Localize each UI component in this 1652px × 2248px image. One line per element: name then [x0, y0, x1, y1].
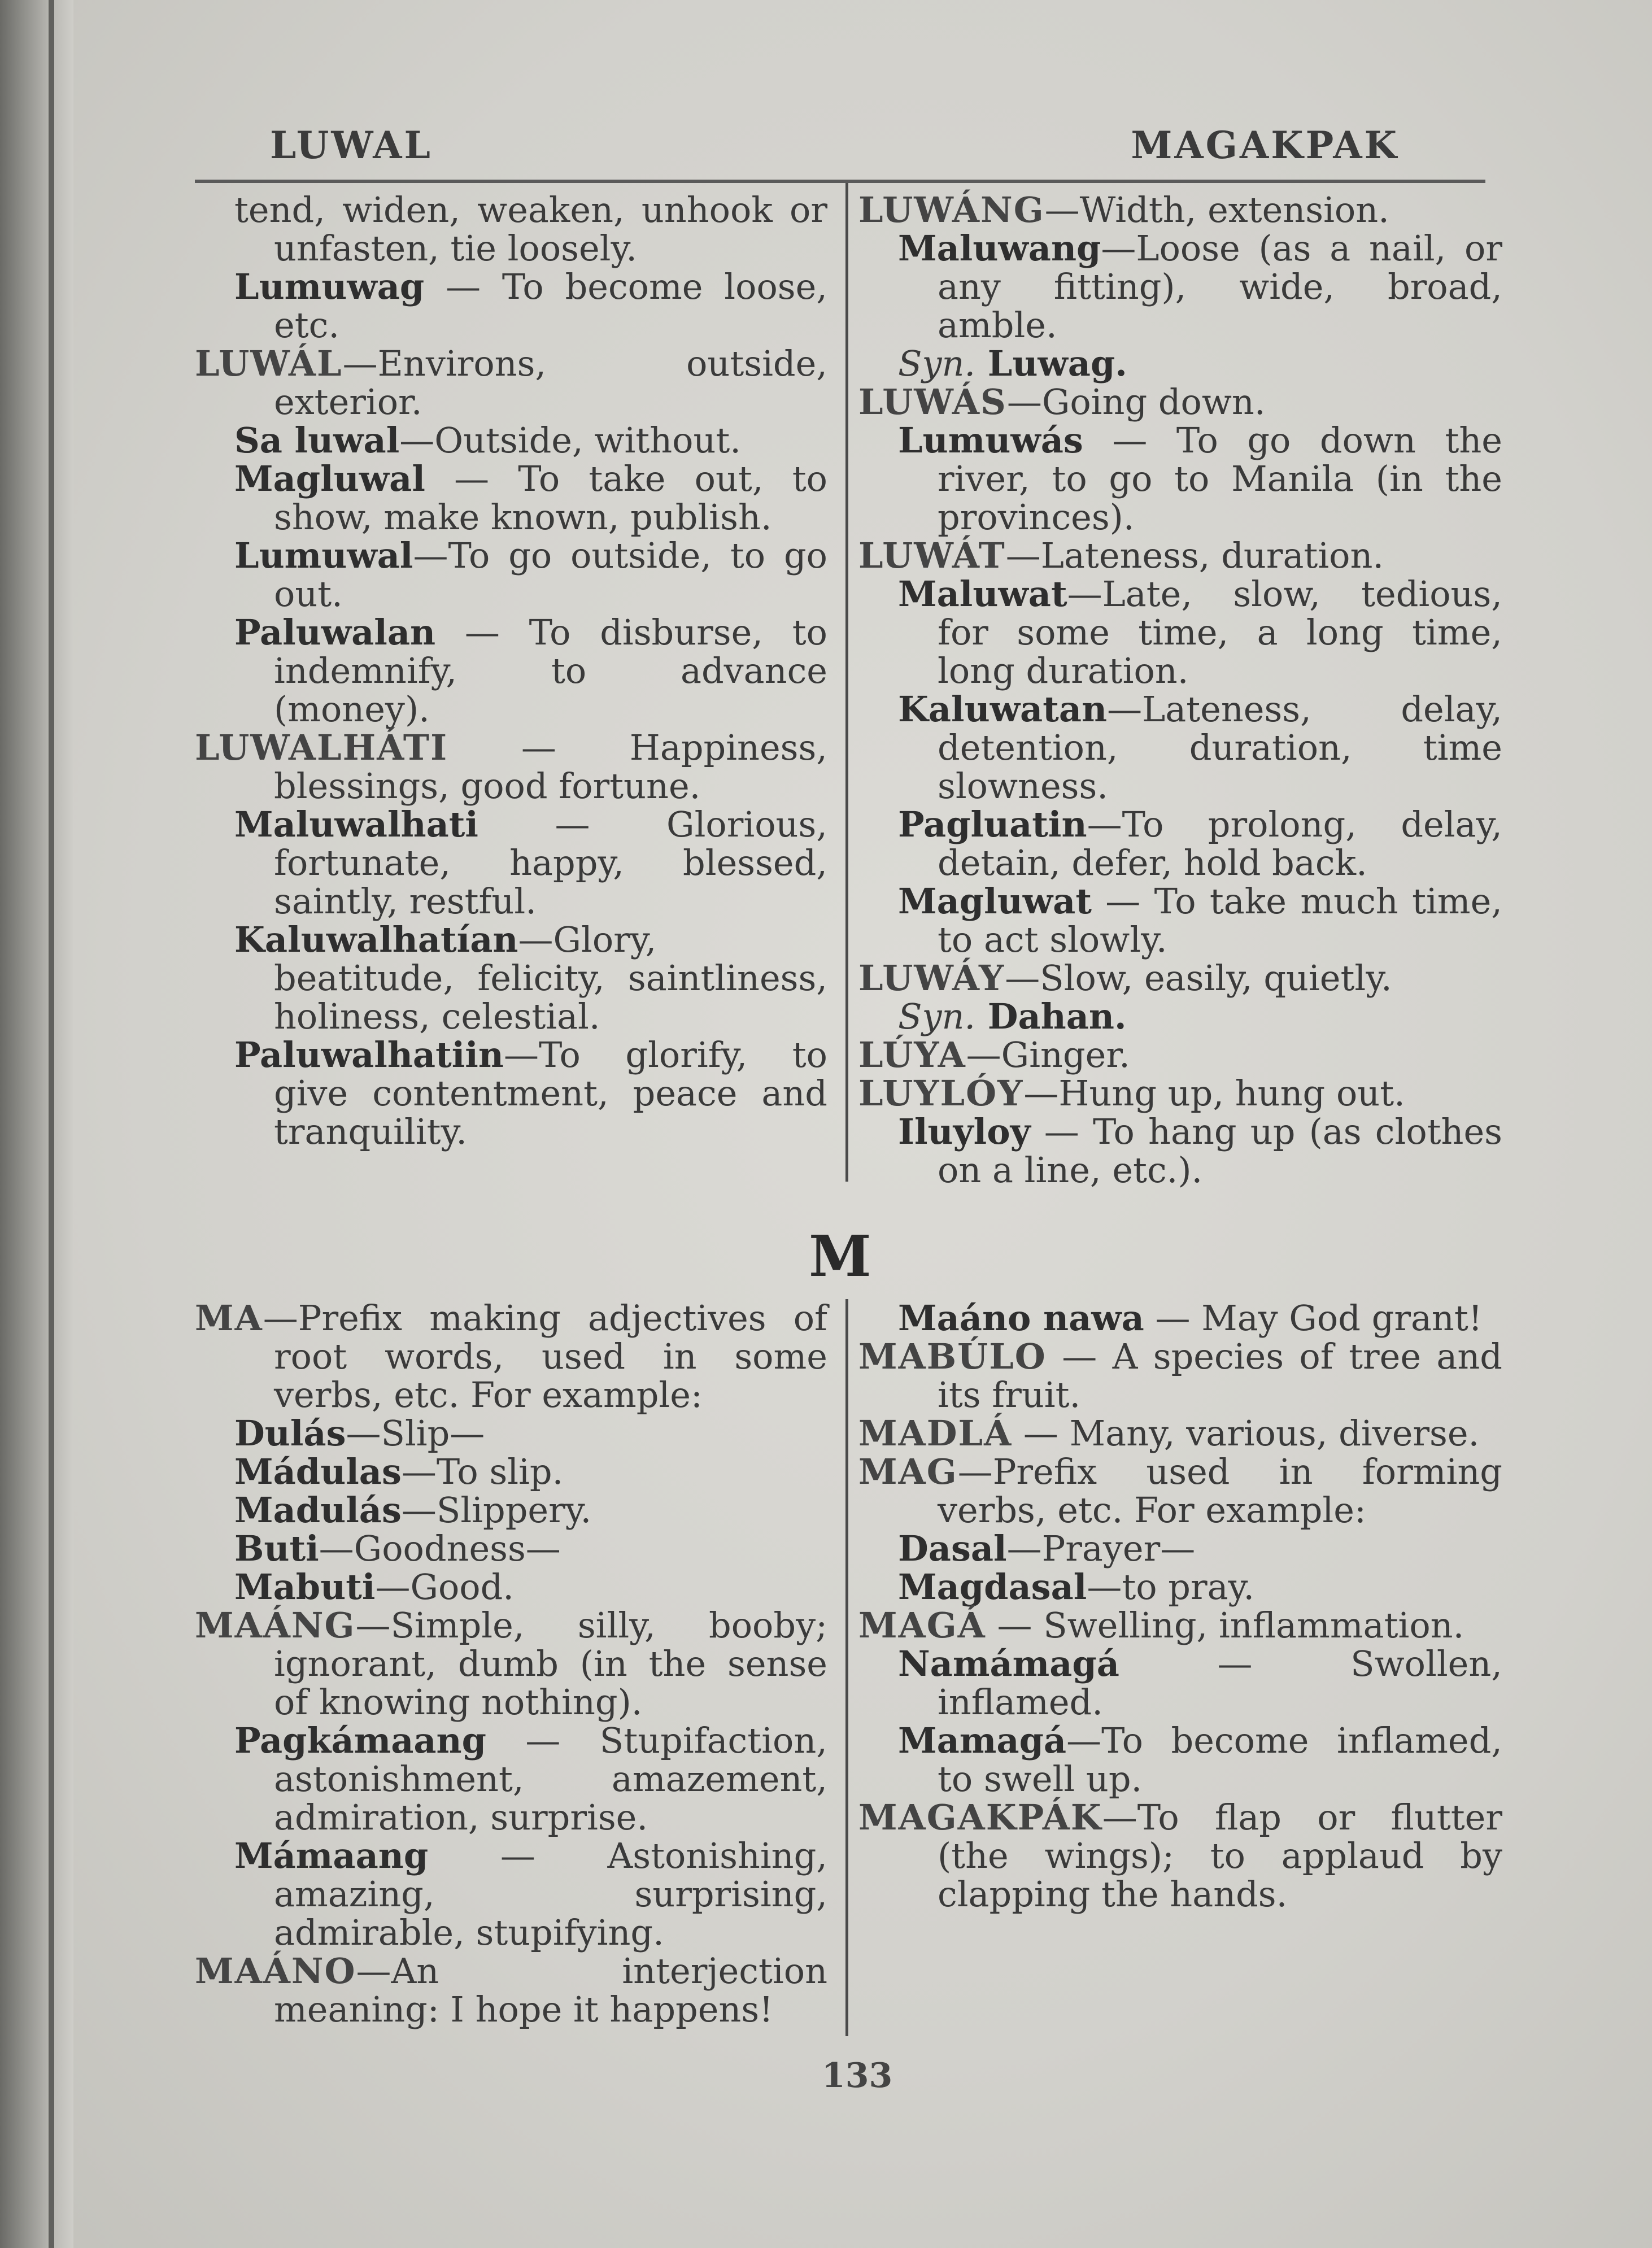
definition-text: —To prolong, delay, detain, defer, hold back. — [938, 804, 1502, 883]
dictionary-entry — [858, 1299, 1502, 1338]
subentry-word: Magdasal — [898, 1566, 1087, 1607]
definition-text: —Environs, outside, exterior. — [274, 343, 827, 422]
definition-text: —to pray. — [1087, 1566, 1255, 1607]
dictionary-entry — [195, 921, 827, 1036]
dictionary-entry — [858, 345, 1502, 383]
subentry-word: Buti — [234, 1528, 319, 1569]
book-binding-line — [49, 0, 54, 2248]
dictionary-entry — [195, 1952, 827, 2029]
subentry-word: Magluwal — [234, 458, 425, 499]
dictionary-entry — [858, 191, 1502, 229]
dictionary-entry — [858, 421, 1502, 537]
definition-text: —Lateness, delay, detention, duration, time slowness. — [938, 689, 1502, 807]
header-rule — [195, 180, 1485, 183]
definition-text: —Prayer— — [1006, 1528, 1196, 1569]
column-divider-top — [845, 183, 848, 1182]
subentry-word: Lumuwás — [898, 420, 1083, 461]
definition-text: tend, widen, weaken, unhook or unfasten, tie loosely. — [234, 189, 827, 269]
headword: LUYLÓY — [858, 1073, 1024, 1114]
subentry-word: Luwag. — [975, 343, 1127, 384]
dictionary-entry — [195, 1606, 827, 1722]
headword: LUWALHÁTI — [195, 727, 448, 768]
definition-text: — To take much time, to act slowly. — [938, 881, 1502, 960]
dictionary-entry — [195, 1568, 827, 1606]
definition-text: — Happiness, blessings, good fortune. — [274, 727, 827, 807]
section-letter: M — [809, 1223, 871, 1289]
dictionary-entry — [195, 537, 827, 613]
subentry-word: Maluwang — [898, 228, 1101, 269]
subentry-word: Maluwat — [898, 573, 1067, 615]
headword: LUWÁNG — [858, 189, 1045, 230]
dictionary-entry — [195, 729, 827, 805]
dictionary-entry — [858, 1568, 1502, 1606]
dictionary-entry — [858, 1414, 1502, 1453]
subentry-word: Magluwat — [898, 881, 1092, 922]
headword: MAG — [858, 1451, 958, 1492]
subentry-word: Mámaang — [234, 1835, 429, 1876]
dictionary-entry — [858, 383, 1502, 421]
entries-column-4 — [858, 1299, 1502, 1914]
subentry-word: Madulás — [234, 1489, 402, 1531]
definition-text: — To take out, to show, make known, publish. — [274, 458, 827, 538]
definition-text: — Stupifaction, astonishment, amazement, admiration, surprise. — [274, 1720, 827, 1838]
subentry-word: Kaluwatan — [898, 689, 1108, 730]
dictionary-entry — [195, 460, 827, 537]
dictionary-entry — [195, 1299, 827, 1414]
subentry-word: Lumuwag — [234, 266, 425, 307]
dictionary-entry — [195, 1530, 827, 1568]
subentry-word: Kaluwalhatían — [234, 919, 518, 960]
dictionary-entry — [858, 229, 1502, 345]
definition-text: —Prefix used in forming verbs, etc. For example: — [938, 1451, 1502, 1531]
dictionary-entry — [858, 1798, 1502, 1914]
definition-text: —Outside, without. — [399, 420, 742, 461]
headword: LUWÁY — [858, 957, 1005, 999]
definition-text: — Swelling, inflammation. — [986, 1605, 1464, 1646]
definition-text: — Glorious, fortunate, happy, blessed, saintly, restful. — [274, 804, 827, 922]
dictionary-entry — [858, 997, 1502, 1036]
running-head-right: MAGAKPAK — [1131, 123, 1399, 167]
subentry-word: Mabuti — [234, 1566, 376, 1607]
definition-text: —Loose (as a nail, or any fitting), wide, broad, amble. — [938, 228, 1502, 346]
definition-text: —Width, extension. — [1044, 189, 1389, 230]
entries-column-2 — [858, 191, 1502, 1190]
subentry-word: Dahan. — [975, 996, 1127, 1037]
subentry-word: Maluwalhati — [234, 804, 478, 845]
dictionary-entry — [858, 1722, 1502, 1798]
definition-text: —Good. — [375, 1566, 515, 1607]
dictionary-entry — [858, 1530, 1502, 1568]
subentry-word: Paluwalhatiin — [234, 1034, 504, 1075]
definition-text: — To become loose, etc. — [274, 266, 827, 346]
dictionary-entry — [858, 805, 1502, 882]
subentry-word: Pagluatin — [898, 804, 1087, 845]
entries-column-1 — [195, 191, 827, 1151]
dictionary-entry — [858, 1338, 1502, 1414]
definition-text: —Going down. — [1006, 381, 1266, 422]
subentry-word: Dasal — [898, 1528, 1007, 1569]
dictionary-entry — [195, 613, 827, 729]
subentry-word: Mádulas — [234, 1451, 402, 1492]
subentry-word: Iluyloy — [898, 1111, 1031, 1152]
dictionary-entry — [195, 191, 827, 268]
headword: LUWÁS — [858, 381, 1007, 422]
headword: LUWÁT — [858, 535, 1006, 576]
subentry-word: Dulás — [234, 1413, 346, 1454]
definition-text: —Lateness, duration. — [1005, 535, 1384, 576]
definition-text: —To flap or flutter (the wings); to applaud by clapping the hands. — [938, 1797, 1502, 1915]
running-head-left: LUWAL — [270, 123, 433, 167]
definition-text: — To hang up (as clothes on a line, etc.). — [938, 1111, 1502, 1191]
subentry-word: Pagkámaang — [234, 1720, 486, 1761]
definition-text: — Swollen, inflamed. — [938, 1643, 1502, 1723]
dictionary-entry — [858, 575, 1502, 690]
synonym-label: Syn. — [898, 996, 976, 1037]
definition-text: — To disburse, to indemnify, to advance (money). — [274, 612, 827, 730]
dictionary-entry — [858, 1606, 1502, 1645]
definition-text: — To go down the river, to go to Manila (in the provinces). — [938, 420, 1502, 538]
definition-text: —Prefix making adjectives of root words, used in some verbs, etc. For example: — [263, 1297, 827, 1415]
dictionary-entry — [195, 1414, 827, 1453]
headword: LÚYA — [858, 1034, 966, 1075]
dictionary-entry — [858, 882, 1502, 959]
definition-text: —To slip. — [401, 1451, 564, 1492]
subentry-word: Sa luwal — [234, 420, 400, 461]
dictionary-entry — [195, 805, 827, 921]
definition-text: —Slip— — [346, 1413, 485, 1454]
headword: LUWÁL — [195, 343, 343, 384]
dictionary-entry — [195, 1453, 827, 1491]
definition-text: —To become inflamed, to swell up. — [938, 1720, 1502, 1800]
headword: MAÁNO — [195, 1950, 356, 1992]
definition-text: —Slippery. — [401, 1489, 592, 1531]
definition-text: — Many, various, diverse. — [1012, 1413, 1480, 1454]
page-number: 133 — [822, 2056, 893, 2095]
definition-text: —To go outside, to go out. — [274, 535, 827, 615]
subentry-word: Namámagá — [898, 1643, 1119, 1684]
headword: MA — [195, 1297, 263, 1339]
definition-text: — A species of tree and its fruit. — [938, 1336, 1502, 1415]
definition-text: —An interjection meaning: I hope it happens! — [274, 1950, 827, 2030]
subentry-word: Mamagá — [898, 1720, 1067, 1761]
dictionary-entry — [858, 1074, 1502, 1113]
dictionary-entry — [195, 1491, 827, 1530]
headword: MAGAKPÁK — [858, 1797, 1102, 1838]
headword: MADLÁ — [858, 1413, 1013, 1454]
dictionary-entry — [195, 268, 827, 345]
headword: MAGÁ — [858, 1605, 986, 1646]
book-spine-shadow — [0, 0, 73, 2248]
synonym-label: Syn. — [898, 343, 976, 384]
dictionary-entry — [858, 959, 1502, 997]
definition-text: —Glory, beatitude, felicity, saintliness, holiness, celestial. — [274, 919, 827, 1037]
definition-text: —Simple, silly, booby; ignorant, dumb (in the sense of knowing nothing). — [274, 1605, 827, 1723]
definition-text: — Astonishing, amazing, surprising, admirable, stupifying. — [274, 1835, 827, 1953]
dictionary-entry — [195, 1036, 827, 1151]
dictionary-entry — [858, 1113, 1502, 1190]
dictionary-entry — [195, 1837, 827, 1952]
definition-text: —Ginger. — [966, 1034, 1130, 1075]
dictionary-entry — [858, 1036, 1502, 1074]
definition-text: —Slow, easily, quietly. — [1005, 957, 1392, 999]
headword: MAÁNG — [195, 1605, 356, 1646]
definition-text: —Late, slow, tedious, for some time, a long time, long duration. — [938, 573, 1502, 691]
definition-text: —Hung up, hung out. — [1023, 1073, 1405, 1114]
definition-text: — May God grant! — [1144, 1297, 1483, 1339]
subentry-word: Lumuwal — [234, 535, 413, 576]
dictionary-entry — [195, 1722, 827, 1837]
dictionary-entry — [858, 1645, 1502, 1722]
definition-text: —To glorify, to give contentment, peace and tranquility. — [274, 1034, 827, 1152]
dictionary-entry — [858, 690, 1502, 805]
dictionary-entry — [858, 1453, 1502, 1530]
dictionary-entry — [858, 537, 1502, 575]
column-divider-bottom — [845, 1299, 848, 2036]
subentry-word: Paluwalan — [234, 612, 436, 653]
subentry-word: Maáno nawa — [898, 1297, 1144, 1339]
definition-text: —Goodness— — [319, 1528, 561, 1569]
entries-column-3 — [195, 1299, 827, 2029]
headword: MABÚLO — [858, 1336, 1047, 1377]
dictionary-entry — [195, 421, 827, 460]
dictionary-entry — [195, 345, 827, 421]
